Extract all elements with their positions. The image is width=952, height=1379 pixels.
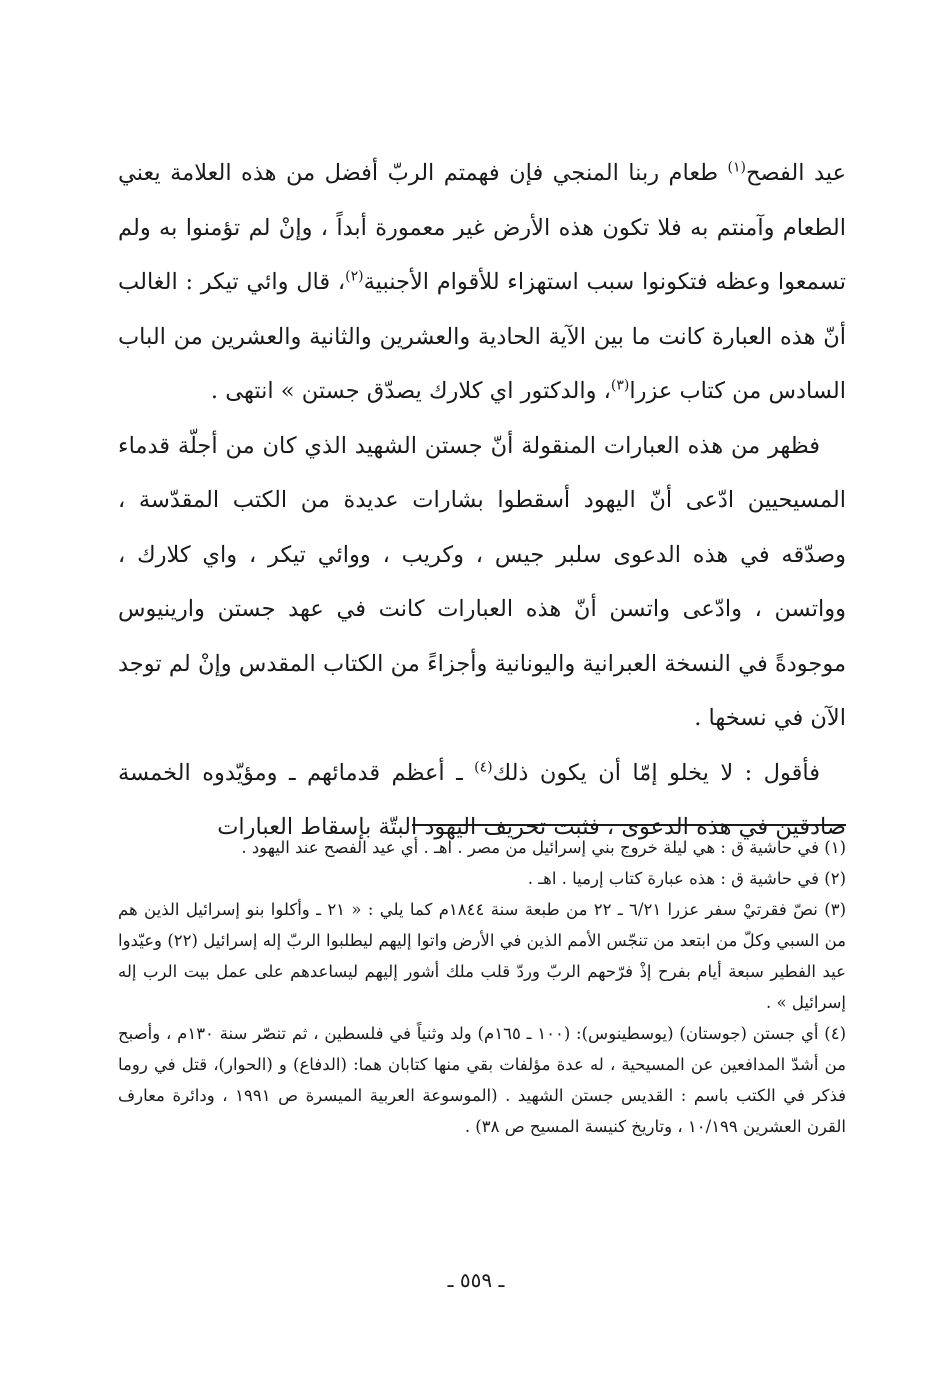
- paragraph-2: فظهر من هذه العبارات المنقولة أنّ جستن الشهيد الذي كان من أجلّة قدماء المسيحيين ادّعى أنّ اليهود أسقطوا بشارات عديدة من الكتب المقدّسة ، وصدّقه في هذه الدعوى سلبر جيس ، وكريب ، ووائي تيكر ، واي كلارك ، وواتسن ، وادّعى واتسن أنّ هذه العبارات كانت في عهد جستن وارينيوس موجودةً في النسخة العبرانية واليونانية وأجزاءً من الكتاب المقدس وإنْ لم توجد الآن في نسخها .: [118, 432, 846, 731]
- footnote-ref-4: (٤): [474, 759, 493, 775]
- text-run: طعام ربنا المنجي فإن فهمتم الربّ أفضل من هذه العلامة يعني الطعام وآمنتم به فلا تكون هذه الأرض غير معمورة أبداً ، وإنْ لم تؤمنوا به ولم تسمعوا وعظه فتكونوا سبب استهزاء للأقوام الأجنبية: [118, 160, 846, 295]
- text-run: ، والدكتور اي كلارك يصدّق جستن » انتهى .: [210, 378, 611, 404]
- page-number: ـ ٥٥٩ ـ: [447, 1268, 505, 1292]
- footnote-ref-2: (٢): [345, 268, 364, 285]
- paragraph-1: [118, 146, 846, 419]
- main-text: [118, 146, 846, 855]
- footnote-1: (١) في حاشية ق : هي ليلة خروج بني إسرائيل من مصر . اهـ . أي عيد الفصح عند اليهود .: [241, 838, 846, 857]
- footnote-ref-1: (١): [727, 159, 746, 176]
- text-run: ـ أعظم قدمائهم ـ ومؤيّدوه الخمسة صادقين في هذه الدعوى ، فثبت تحريف اليهود البتّة بإسقاط العبارات: [118, 759, 846, 840]
- footnote-3: (٣) نصّ فقرتيْ سفر عزرا ٦/٢١ ـ ٢٢ من طبعة سنة ١٨٤٤م كما يلي : « ٢١ ـ وأكلوا بنو إسرائيل الذين هم من السبي وكلّ من ابتعد من تنجّس الأمم الذين في الأرض واتوا إليهم ليطلبوا الربّ إله إسرائيل (٢٢) وعيّدوا عيد الفطير سبعة أيام بفرح إذْ فرّحهم الربّ وردّ قلب ملك أشور إليهم ليساعدهم على عمل بيت الرب إله إسرائيل » .: [118, 900, 846, 1012]
- text-run: ، قال وائي تيكر : الغالب أنّ هذه العبارة كانت ما بين الآية الحادية والعشرين والثانية والعشرين من الباب السادس من كتاب عزرا: [118, 269, 846, 404]
- text-run: عيد الفصح: [746, 160, 846, 186]
- footnote-ref-3: (٣): [610, 377, 630, 394]
- main-body: [118, 146, 846, 855]
- footnote-separator: [412, 824, 846, 826]
- footnote-2: (٢) في حاشية ق : هذه عبارة كتاب إرميا . اهـ .: [527, 869, 846, 888]
- text-run: فأقول : لا يخلو إمّا أن يكون ذلك: [492, 759, 821, 786]
- footnote-4: (٤) أي جستن (جوستان) (يوسطينوس): (١٠٠ ـ ١٦٥م) ولد وثنياً في فلسطين ، ثم تنصّر سنة ١٣٠م ، وأصبح من أشدّ المدافعين عن المسيحية ، له عدة مؤلفات بقي منها كتابان هما: (الدفاع) و (الحوار)، قتل في روما فذكر في الكتب باسم : القديس جستن الشهيد . (الموسوعة العربية الميسرة ص ١٩٩١ ، ودائرة معارف القرن العشرين ١٠/١٩٩ ، وتاريخ كنيسة المسيح ص ٣٨) .: [118, 1024, 847, 1136]
- footnotes: [118, 832, 846, 1142]
